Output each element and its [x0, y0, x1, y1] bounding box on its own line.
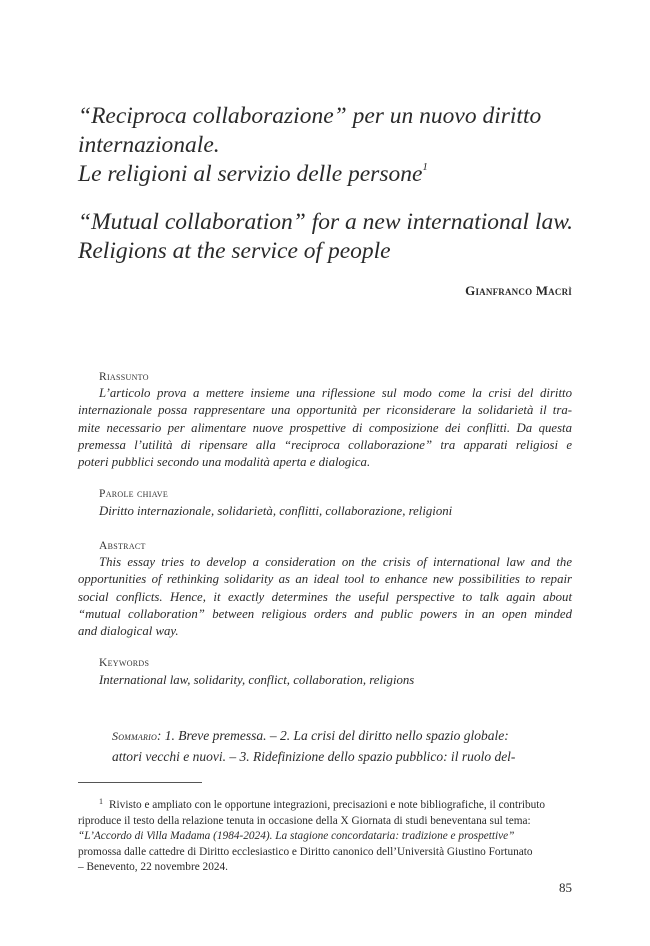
italian-title [78, 102, 598, 189]
page-number: 85 [559, 880, 572, 895]
english-title [78, 208, 598, 266]
riassunto-line-3: mite necessario per alimentare nuove prospettive di composizione dei conflitti. Da questa [78, 420, 572, 435]
summary-toc [112, 726, 572, 766]
footnote-marker: 1 [99, 797, 103, 806]
footnote-line-4: promossa dalle cattedre di Diritto ecclesiastico e Diritto canonico dell’Università Giustino Fortunato [78, 845, 533, 858]
keywords-line: International law, solidarity, conflict, collaboration, religions [99, 673, 415, 687]
parole-chiave-line: Diritto internazionale, solidarietà, conflitti, collaborazione, religioni [99, 504, 453, 518]
riassunto-label: Riassunto [99, 371, 149, 383]
abstract-line-5: and dialogical way. [78, 624, 179, 639]
keywords-label: Keywords [99, 657, 150, 669]
abstract-line-2: opportunities of rethinking solidarity as an ideal tool to enhance new possibilities to repair [78, 572, 572, 587]
riassunto-line-2: internazionale possa rappresentare una opportunità per riconsiderare la solidarietà il tra- [78, 403, 572, 418]
footnote [78, 794, 572, 876]
abstract-body [78, 554, 572, 640]
english-title-line-2: Religions at the service of people [78, 238, 391, 264]
title-footnote-marker[interactable]: 1 [422, 161, 428, 173]
riassunto-line-4: premessa l’utilità di ripensare alla “reciproca collaborazione” tra apparati religiosi e [78, 437, 572, 452]
footnote-line-2: riproduce il testo della relazione tenuta in occasione della X Giornata di studi beneventana sul tema: [78, 814, 531, 827]
summary-line-2: attori vecchi e nuovi. – 3. Ridefinizione dello spazio pubblico: il ruolo del- [112, 748, 516, 764]
summary-label: Sommario [112, 729, 157, 743]
riassunto-line-5: poteri pubblici secondo una modalità aperta e dialogica. [78, 455, 371, 470]
italian-title-line-3 [78, 160, 598, 189]
riassunto-body [78, 385, 572, 471]
summary-line-1-text: : 1. Breve premessa. – 2. La crisi del diritto nello spazio globale: [156, 728, 509, 743]
italian-title-line-2: internazionale. [78, 132, 220, 158]
abstract-label: Abstract [99, 540, 146, 552]
parole-chiave-text [99, 503, 572, 520]
riassunto-line-1: L’articolo prova a mettere insieme una riflessione sul modo come la crisi del diritto [99, 386, 572, 400]
abstract-line-3: social conflicts. Hence, it exactly determines the useful perspective to talk again about [78, 589, 572, 604]
footnote-separator [78, 782, 202, 783]
abstract-line-4: “mutual collaboration” between religious orders and public powers in an open minded [78, 606, 572, 621]
footnote-line-3 [78, 829, 572, 845]
author-name: Gianfranco Macrì [465, 283, 572, 298]
abstract-line-1: This essay tries to develop a consideration on the crisis of international law and the [99, 555, 572, 569]
italian-title-line-1: “Reciproca collaborazione” per un nuovo diritto [78, 103, 542, 129]
footnote-line-1 [78, 794, 572, 814]
italian-title-line-3-text: Le religioni al servizio delle persone [78, 161, 423, 187]
summary-line-1 [112, 726, 572, 747]
footnote-line-5: – Benevento, 22 novembre 2024. [78, 861, 228, 874]
parole-chiave-label: Parole chiave [99, 488, 169, 500]
keywords-text [99, 672, 572, 689]
footnote-line-3-title: “L’Accordo di Villa Madama (1984-2024). La stagione concordataria: tradizione e prospettive” [78, 830, 515, 843]
footnote-line-1-text: Rivisto e ampliato con le opportune integrazioni, precisazioni e note bibliografiche, il contributo [109, 799, 546, 811]
english-title-line-1: “Mutual collaboration” for a new international law. [78, 209, 574, 235]
